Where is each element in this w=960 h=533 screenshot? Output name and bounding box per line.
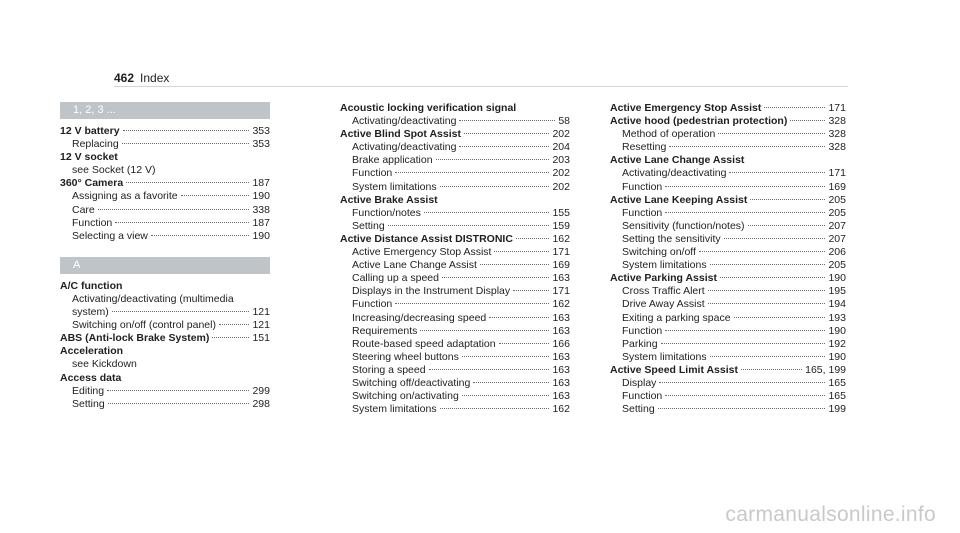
page-reference[interactable]: 163 — [552, 272, 570, 285]
dot-leader — [459, 145, 549, 147]
entry-label: Switching on/off (control panel) — [72, 319, 216, 332]
dot-leader — [699, 250, 826, 252]
index-subentry[interactable] — [610, 233, 846, 246]
dot-leader — [665, 394, 825, 396]
index-entry-heading: Acceleration — [60, 345, 124, 358]
entry-label: Calling up a speed — [352, 272, 439, 285]
index-entry[interactable] — [60, 177, 270, 190]
index-subentry[interactable] — [340, 325, 570, 338]
dot-leader — [462, 355, 550, 357]
entry-label: 12 V battery — [60, 125, 120, 137]
index-subentry-text: Activating/deactivating (multimedia — [72, 292, 234, 305]
index-entry-heading: A/C function — [60, 279, 123, 292]
page-reference[interactable]: 187 — [252, 216, 270, 229]
entry-label: Function — [622, 206, 663, 219]
index-subentry[interactable] — [60, 306, 270, 319]
dot-leader — [669, 145, 825, 147]
dot-leader — [708, 302, 826, 304]
dot-leader — [665, 211, 825, 213]
dot-leader — [665, 329, 825, 331]
entry-label: Function — [622, 324, 663, 337]
entry-label: Resetting — [622, 141, 667, 154]
entry-label: 360° Camera — [60, 177, 124, 190]
page-reference[interactable]: 58 — [558, 115, 570, 128]
index-entry-heading: 12 V socket — [60, 151, 118, 164]
entry-label: Steering wheel buttons — [352, 350, 459, 363]
index-subentry[interactable] — [340, 259, 570, 272]
page-reference[interactable]: 163 — [552, 363, 570, 376]
index-subentry[interactable] — [60, 190, 270, 203]
dot-leader — [122, 142, 250, 144]
index-entry[interactable] — [340, 128, 570, 141]
page-header — [114, 71, 169, 85]
entry-label: Function — [622, 390, 663, 403]
page-reference[interactable]: 328 — [828, 141, 846, 154]
entry-label: Storing a speed — [352, 363, 426, 376]
entry-label: System limitations — [622, 350, 707, 363]
index-subentry[interactable] — [610, 128, 846, 141]
page-reference[interactable]: 193 — [828, 311, 846, 324]
page-reference[interactable]: 165 — [828, 390, 846, 403]
entry-label: System limitations — [352, 403, 437, 416]
index-subentry[interactable] — [340, 338, 570, 351]
index-subentry[interactable] — [340, 141, 570, 154]
page-reference[interactable]: 162 — [552, 232, 570, 245]
page-reference[interactable]: 202 — [552, 180, 570, 193]
dot-leader — [494, 250, 549, 252]
index-subentry[interactable] — [60, 230, 270, 243]
section-header: A — [60, 257, 270, 274]
dot-leader — [459, 119, 555, 121]
page-reference[interactable]: 353 — [252, 125, 270, 137]
page-reference[interactable]: 171 — [828, 102, 846, 114]
index-column-2 — [340, 102, 570, 416]
index-subentry[interactable] — [60, 204, 270, 217]
index-subentry[interactable] — [60, 398, 270, 411]
page-reference[interactable]: 163 — [552, 350, 570, 363]
page-number: 462 — [114, 71, 135, 85]
dot-leader — [108, 402, 250, 404]
dot-leader — [107, 389, 249, 391]
section-spacer — [60, 243, 270, 257]
entry-label: Selecting a view — [72, 229, 148, 242]
page-reference[interactable]: 121 — [252, 319, 270, 332]
page-reference[interactable]: 165, 199 — [805, 363, 846, 376]
entry-label: Active Speed Limit Assist — [610, 363, 738, 376]
index-subentry[interactable] — [610, 338, 846, 351]
page-reference[interactable]: 159 — [552, 219, 570, 232]
entry-label: Active hood (pedestrian protection) — [610, 115, 788, 128]
dot-leader — [499, 342, 550, 344]
entry-label: Cross Traffic Alert — [622, 285, 705, 298]
index-subentry[interactable] — [340, 351, 570, 364]
entry-label: Displays in the Instrument Display — [352, 285, 511, 298]
index-subentry[interactable] — [610, 246, 846, 259]
entry-label: Active Emergency Stop Assist — [352, 246, 492, 259]
entry-label: Active Blind Spot Assist — [340, 128, 461, 141]
dot-leader — [464, 132, 550, 134]
entry-label: Activating/deactivating — [352, 115, 457, 128]
index-subentry[interactable] — [610, 285, 846, 298]
index-subentry[interactable] — [610, 377, 846, 390]
index-subentry[interactable] — [340, 285, 570, 298]
entry-label: Function — [352, 298, 393, 311]
page-reference[interactable]: 169 — [828, 180, 846, 193]
index-entry[interactable] — [610, 102, 846, 115]
page-title: Index — [140, 71, 170, 85]
index-entry[interactable] — [60, 125, 270, 138]
page-reference[interactable]: 166 — [552, 337, 570, 350]
index-entry[interactable] — [340, 233, 570, 246]
entry-label: Drive Away Assist — [622, 298, 705, 311]
dot-leader — [212, 336, 249, 338]
entry-label: Increasing/decreasing speed — [352, 311, 487, 324]
dot-leader — [661, 342, 826, 344]
page-reference[interactable]: 155 — [552, 206, 570, 219]
index-entry-heading: Active Lane Change Assist — [610, 154, 745, 167]
page-reference[interactable]: 190 — [828, 350, 846, 363]
index-subentry[interactable] — [610, 220, 846, 233]
index-subentry[interactable] — [610, 259, 846, 272]
page-reference[interactable]: 353 — [252, 138, 270, 151]
dot-leader — [750, 198, 825, 200]
index-subentry[interactable] — [610, 403, 846, 416]
page-reference[interactable]: 298 — [252, 397, 270, 410]
dot-leader — [710, 355, 826, 357]
dot-leader — [665, 185, 825, 187]
dot-leader — [708, 289, 826, 291]
dot-leader — [473, 381, 549, 383]
index-entry-heading: Active Brake Assist — [340, 193, 438, 206]
entry-label: Active Distance Assist DISTRONIC — [340, 232, 513, 245]
dot-leader — [429, 368, 550, 370]
dot-leader — [748, 224, 826, 226]
entry-label: Replacing — [72, 138, 119, 151]
index-subentry-text: see Socket (12 V) — [72, 164, 156, 177]
index-subentry[interactable] — [340, 298, 570, 311]
dot-leader — [718, 132, 825, 134]
index-subentry[interactable] — [610, 325, 846, 338]
entry-label: Care — [72, 203, 95, 216]
page-reference[interactable]: 299 — [252, 384, 270, 397]
index-subentry[interactable] — [610, 390, 846, 403]
entry-label: Function/notes — [352, 206, 421, 219]
dot-leader — [489, 316, 549, 318]
dot-leader — [790, 119, 825, 121]
page-reference[interactable]: 207 — [828, 219, 846, 232]
page-reference[interactable]: 190 — [252, 190, 270, 203]
page-reference[interactable]: 328 — [828, 128, 846, 141]
dot-leader — [516, 237, 550, 239]
dot-leader — [420, 329, 549, 331]
page-reference[interactable]: 194 — [828, 298, 846, 311]
page-reference[interactable]: 207 — [828, 232, 846, 245]
page-reference[interactable]: 121 — [252, 306, 270, 319]
dot-leader — [98, 208, 250, 210]
entry-label: Brake application — [352, 154, 433, 167]
index-subentry[interactable] — [610, 351, 846, 364]
entry-label: Display — [622, 376, 657, 389]
entry-label: Requirements — [352, 324, 418, 337]
header-divider — [114, 86, 848, 87]
index-entry[interactable] — [610, 115, 846, 128]
page-reference[interactable]: 205 — [828, 259, 846, 272]
entry-label: Active Parking Assist — [610, 272, 717, 285]
page-reference[interactable]: 202 — [552, 167, 570, 180]
entry-label: Active Emergency Stop Assist — [610, 102, 762, 114]
index-entry[interactable] — [60, 332, 270, 345]
dot-leader — [436, 158, 550, 160]
index-subentry[interactable] — [340, 154, 570, 167]
index-subentry[interactable] — [340, 167, 570, 180]
page-reference[interactable]: 205 — [828, 193, 846, 206]
page-reference[interactable]: 203 — [552, 154, 570, 167]
dot-leader — [724, 237, 826, 239]
watermark: carmanualsonline.info — [725, 503, 936, 526]
entry-label: System limitations — [622, 259, 707, 272]
index-subentry[interactable] — [60, 319, 270, 332]
entry-label: Function — [622, 180, 663, 193]
dot-leader — [729, 171, 825, 173]
entry-label: Assigning as a favorite — [72, 190, 178, 203]
index-subentry[interactable] — [610, 298, 846, 311]
page-reference[interactable]: 195 — [828, 285, 846, 298]
page-reference[interactable]: 187 — [252, 177, 270, 190]
dot-leader — [720, 276, 825, 278]
page-reference[interactable]: 171 — [552, 285, 570, 298]
entry-label: Editing — [72, 384, 105, 397]
index-subentry[interactable] — [60, 138, 270, 151]
index-subentry[interactable] — [340, 390, 570, 403]
entry-label: Active Lane Change Assist — [352, 259, 477, 272]
index-subentry[interactable] — [610, 141, 846, 154]
dot-leader — [395, 302, 549, 304]
index-entry-heading: Acoustic locking verification signal — [340, 102, 517, 114]
index-subentry[interactable] — [340, 364, 570, 377]
index-subentry[interactable] — [340, 246, 570, 259]
dot-leader — [440, 185, 550, 187]
entry-label: Method of operation — [622, 128, 716, 141]
dot-leader — [123, 129, 250, 131]
entry-label: Setting — [352, 219, 385, 232]
dot-leader — [734, 316, 826, 318]
page-reference[interactable]: 190 — [252, 229, 270, 242]
dot-leader — [388, 224, 550, 226]
dot-leader — [513, 289, 549, 291]
index-subentry[interactable] — [340, 115, 570, 128]
index-entry-heading: Access data — [60, 371, 122, 384]
index-subentry[interactable] — [610, 167, 846, 180]
entry-label: Switching off/deactivating — [352, 376, 471, 389]
dot-leader — [395, 171, 549, 173]
page-reference[interactable]: 163 — [552, 311, 570, 324]
index-subentry[interactable] — [610, 207, 846, 220]
index-subentry[interactable] — [340, 207, 570, 220]
page-reference[interactable]: 169 — [552, 259, 570, 272]
entry-label: Sensitivity (function/notes) — [622, 219, 745, 232]
index-entry[interactable] — [610, 194, 846, 207]
index-column-3 — [610, 102, 846, 416]
index-subentry[interactable] — [340, 181, 570, 194]
entry-label: Exiting a parking space — [622, 311, 731, 324]
dot-leader — [480, 263, 550, 265]
page-reference[interactable]: 204 — [552, 141, 570, 154]
page-reference[interactable]: 163 — [552, 390, 570, 403]
page-reference[interactable]: 171 — [552, 246, 570, 259]
page-reference[interactable]: 192 — [828, 337, 846, 350]
entry-label: ABS (Anti-lock Brake System) — [60, 332, 210, 345]
dot-leader — [659, 381, 825, 383]
entry-label: Activating/deactivating — [352, 141, 457, 154]
page-reference[interactable]: 338 — [252, 203, 270, 216]
index-subentry[interactable] — [610, 312, 846, 325]
entry-label: Activating/deactivating — [622, 167, 727, 180]
index-subentry[interactable] — [340, 220, 570, 233]
dot-leader — [219, 323, 249, 325]
index-subentry[interactable] — [340, 312, 570, 325]
dot-leader — [126, 181, 249, 183]
index-subentry[interactable] — [340, 403, 570, 416]
entry-label: Switching on/activating — [352, 390, 459, 403]
index-column-1 — [60, 102, 270, 411]
page-reference[interactable]: 199 — [828, 403, 846, 416]
dot-leader — [710, 263, 826, 265]
page-reference[interactable]: 190 — [828, 272, 846, 285]
dot-leader — [741, 368, 802, 370]
index-subentry-text: see Kickdown — [72, 358, 137, 371]
page-reference[interactable]: 328 — [828, 115, 846, 128]
entry-label: Switching on/off — [622, 246, 696, 259]
page-reference[interactable]: 163 — [552, 376, 570, 389]
page-reference[interactable]: 202 — [552, 128, 570, 141]
entry-label: Function — [72, 216, 113, 229]
dot-leader — [442, 276, 549, 278]
entry-label: Parking — [622, 337, 658, 350]
entry-label: Route-based speed adaptation — [352, 337, 496, 350]
page-reference[interactable]: 151 — [252, 332, 270, 345]
entry-label: system) — [72, 306, 109, 319]
dot-leader — [151, 234, 250, 236]
entry-label: Active Lane Keeping Assist — [610, 193, 748, 206]
dot-leader — [181, 194, 250, 196]
entry-label: Setting the sensitivity — [622, 232, 721, 245]
entry-label: Function — [352, 167, 393, 180]
section-header: 1, 2, 3 ... — [60, 102, 270, 119]
index-subentry[interactable] — [340, 377, 570, 390]
page-reference[interactable]: 163 — [552, 324, 570, 337]
dot-leader — [764, 106, 825, 108]
page-reference[interactable]: 190 — [828, 324, 846, 337]
index-subentry[interactable] — [610, 181, 846, 194]
entry-label: Setting — [622, 403, 655, 416]
dot-leader — [658, 407, 826, 409]
page-reference[interactable]: 162 — [552, 403, 570, 416]
dot-leader — [112, 310, 250, 312]
index-subentry[interactable] — [60, 217, 270, 230]
page-reference[interactable]: 206 — [828, 246, 846, 259]
page-reference[interactable]: 165 — [828, 376, 846, 389]
page-reference[interactable]: 171 — [828, 167, 846, 180]
dot-leader — [115, 221, 249, 223]
page-reference[interactable]: 205 — [828, 206, 846, 219]
page-reference[interactable]: 162 — [552, 298, 570, 311]
index-subentry[interactable] — [340, 272, 570, 285]
entry-label: System limitations — [352, 180, 437, 193]
dot-leader — [462, 394, 550, 396]
index-entry[interactable] — [610, 272, 846, 285]
index-entry[interactable] — [610, 364, 846, 377]
index-subentry[interactable] — [60, 385, 270, 398]
dot-leader — [424, 211, 550, 213]
entry-label: Setting — [72, 397, 105, 410]
dot-leader — [440, 407, 550, 409]
